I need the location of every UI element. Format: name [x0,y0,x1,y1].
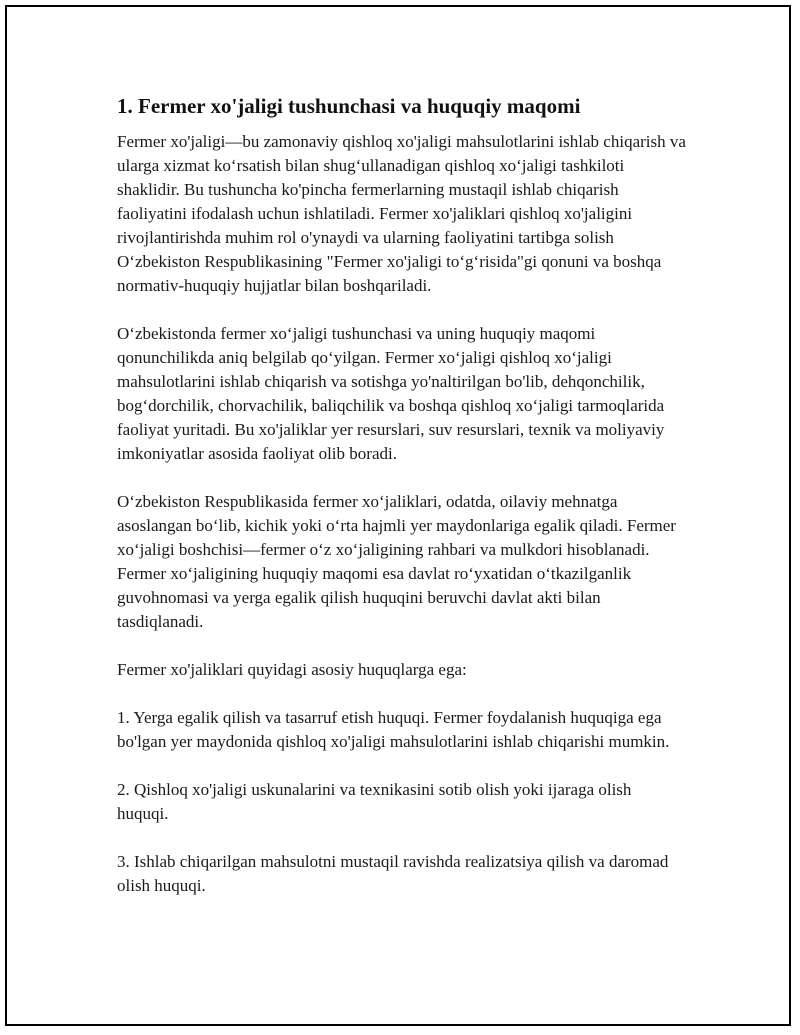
paragraph-legal-status: O‘zbekistonda fermer xo‘jaligi tushunchasi va uning huquqiy maqomi qonunchilikda aniq belgilab qo‘yilgan. Fermer xo‘jaligi qishloq xo‘jaligi mahsulotlarini ishlab chiqarish va sotishga yo'naltirilgan bo'lib, dehqonchilik, bog‘dorchilik, chorvachilik, baliqchilik va boshqa qishloq xo‘jaligi tarmoqlarida faoliyat yuritadi. Bu xo'jaliklar yer resurslari, suv resurslari, texnik va moliyaviy imkoniyatlar asosida faoliyat olib boradi. [117,324,665,463]
paragraph-rights-intro: Fermer xo'jaliklari quyidagi asosiy huquqlarga ega: [117,660,467,679]
list-item-right-1: 1. Yerga egalik qilish va tasarruf etish huquqi. Fermer foydalanish huquqiga ega bo'lgan yer maydonida qishloq xo'jaligi mahsulotlarini ishlab chiqarishi mumkin. [117,708,670,751]
document-body [117,92,687,922]
list-item-right-3: 3. Ishlab chiqarilgan mahsulotni mustaqil ravishda realizatsiya qilish va daromad olish huquqi. [117,852,669,895]
section-heading: 1. Fermer xo'jaligi tushunchasi va huquqiy maqomi [117,94,581,118]
list-item-right-2: 2. Qishloq xo'jaligi uskunalarini va texnikasini sotib olish yoki ijaraga olish huquqi. [117,780,632,823]
paragraph-definition: Fermer xo'jaligi—bu zamonaviy qishloq xo'jaligi mahsulotlarini ishlab chiqarish va ularga xizmat ko‘rsatish bilan shug‘ullanadigan qishloq xo‘jaligi tashkiloti shaklidir. Bu tushuncha ko'pincha fermerlarning mustaqil ishlab chiqarish faoliyatini ifodalash uchun ishlatiladi. Fermer xo'jaliklari qishloq xo'jaligini rivojlantirishda muhim rol o'ynaydi va ularning faoliyatini tartibga solish O‘zbekiston Respublikasining "Fermer xo'jaligi to‘g‘risida"gi qonuni va boshqa normativ-huquqiy hujjatlar bilan boshqariladi. [117,132,686,295]
paragraph-family-labor: O‘zbekiston Respublikasida fermer xo‘jaliklari, odatda, oilaviy mehnatga asoslangan bo‘lib, kichik yoki o‘rta hajmli yer maydonlariga egalik qiladi. Fermer xo‘jaligi boshchisi—fermer o‘z xo‘jaligining rahbari va mulkdori hisoblanadi. Fermer xo‘jaligining huquqiy maqomi esa davlat ro‘yxatidan o‘tkazilganlik guvohnomasi va yerga egalik qilish huquqini beruvchi davlat akti bilan tasdiqlanadi. [117,492,676,631]
